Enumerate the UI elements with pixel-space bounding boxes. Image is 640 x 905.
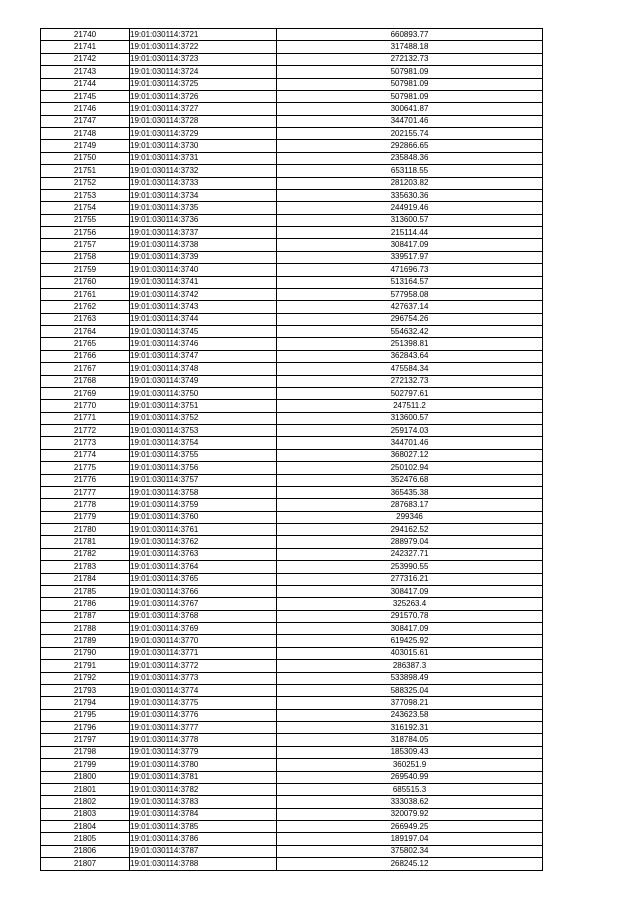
cadastral-number-cell: 19:01:030114:3764 [130,561,277,573]
row-number-cell: 21754 [41,202,130,214]
value-cell: 235848.36 [277,152,543,164]
table-row [41,29,543,41]
cadastral-number-cell: 19:01:030114:3773 [130,672,277,684]
table-row [41,313,543,325]
value-cell: 325263.4 [277,598,543,610]
row-number-cell: 21804 [41,821,130,833]
row-number-cell: 21752 [41,177,130,189]
row-number-cell: 21798 [41,746,130,758]
value-cell: 403015.61 [277,647,543,659]
row-number-cell: 21776 [41,474,130,486]
cadastral-number-cell: 19:01:030114:3729 [130,128,277,140]
cadastral-number-cell: 19:01:030114:3746 [130,338,277,350]
row-number-cell: 21746 [41,103,130,115]
table-row [41,808,543,820]
value-cell: 318784.05 [277,734,543,746]
value-cell: 377098.21 [277,697,543,709]
value-cell: 308417.09 [277,623,543,635]
cadastral-number-cell: 19:01:030114:3750 [130,387,277,399]
value-cell: 292866.65 [277,140,543,152]
row-number-cell: 21797 [41,734,130,746]
table-row [41,66,543,78]
cadastral-number-cell: 19:01:030114:3728 [130,115,277,127]
cadastral-number-cell: 19:01:030114:3748 [130,363,277,375]
cadastral-number-cell: 19:01:030114:3784 [130,808,277,820]
table-row [41,771,543,783]
table-row [41,858,543,870]
value-cell: 352476.68 [277,474,543,486]
cadastral-number-cell: 19:01:030114:3782 [130,783,277,795]
cadastral-number-cell: 19:01:030114:3781 [130,771,277,783]
value-cell: 533898.49 [277,672,543,684]
cadastral-number-cell: 19:01:030114:3757 [130,474,277,486]
value-cell: 344701.46 [277,437,543,449]
value-cell: 365435.38 [277,486,543,498]
cadastral-number-cell: 19:01:030114:3758 [130,486,277,498]
table-row [41,103,543,115]
cadastral-number-cell: 19:01:030114:3747 [130,350,277,362]
row-number-cell: 21760 [41,276,130,288]
cadastral-number-cell: 19:01:030114:3760 [130,511,277,523]
row-number-cell: 21790 [41,647,130,659]
table-row [41,635,543,647]
row-number-cell: 21805 [41,833,130,845]
table-row [41,783,543,795]
value-cell: 308417.09 [277,239,543,251]
value-cell: 291570.78 [277,610,543,622]
row-number-cell: 21740 [41,29,130,41]
table-row [41,53,543,65]
cadastral-number-cell: 19:01:030114:3788 [130,858,277,870]
value-cell: 360251.9 [277,759,543,771]
table-row [41,598,543,610]
table-row [41,227,543,239]
row-number-cell: 21778 [41,499,130,511]
row-number-cell: 21750 [41,152,130,164]
row-number-cell: 21785 [41,585,130,597]
value-cell: 317488.18 [277,41,543,53]
cadastral-number-cell: 19:01:030114:3776 [130,709,277,721]
value-cell: 189197.04 [277,833,543,845]
cadastral-number-cell: 19:01:030114:3754 [130,437,277,449]
cadastral-number-cell: 19:01:030114:3727 [130,103,277,115]
table-row [41,437,543,449]
table-row [41,264,543,276]
value-cell: 660893.77 [277,29,543,41]
row-number-cell: 21761 [41,288,130,300]
row-number-cell: 21763 [41,313,130,325]
value-cell: 253990.55 [277,561,543,573]
cadastral-number-cell: 19:01:030114:3767 [130,598,277,610]
table-row [41,499,543,511]
cadastral-number-cell: 19:01:030114:3759 [130,499,277,511]
row-number-cell: 21786 [41,598,130,610]
value-cell: 316192.31 [277,722,543,734]
table-row [41,214,543,226]
table-row [41,41,543,53]
table-row [41,326,543,338]
row-number-cell: 21784 [41,573,130,585]
table-row [41,647,543,659]
row-number-cell: 21789 [41,635,130,647]
value-cell: 250102.94 [277,462,543,474]
table-row [41,90,543,102]
table-row [41,524,543,536]
value-cell: 259174.03 [277,425,543,437]
table-row [41,709,543,721]
cadastral-number-cell: 19:01:030114:3736 [130,214,277,226]
value-cell: 507981.09 [277,66,543,78]
value-cell: 313600.57 [277,412,543,424]
cadastral-number-cell: 19:01:030114:3738 [130,239,277,251]
cadastral-number-cell: 19:01:030114:3742 [130,288,277,300]
table-row [41,573,543,585]
cadastral-number-cell: 19:01:030114:3730 [130,140,277,152]
cadastral-number-cell: 19:01:030114:3735 [130,202,277,214]
row-number-cell: 21765 [41,338,130,350]
table-row [41,610,543,622]
value-cell: 215114.44 [277,227,543,239]
row-number-cell: 21795 [41,709,130,721]
cadastral-number-cell: 19:01:030114:3775 [130,697,277,709]
table-row [41,152,543,164]
value-cell: 619425.92 [277,635,543,647]
row-number-cell: 21770 [41,400,130,412]
row-number-cell: 21791 [41,660,130,672]
row-number-cell: 21794 [41,697,130,709]
row-number-cell: 21783 [41,561,130,573]
table-row [41,697,543,709]
row-number-cell: 21768 [41,375,130,387]
table-row [41,165,543,177]
value-cell: 362843.64 [277,350,543,362]
row-number-cell: 21773 [41,437,130,449]
row-number-cell: 21803 [41,808,130,820]
value-cell: 288979.04 [277,536,543,548]
table-row [41,734,543,746]
value-cell: 272132.73 [277,53,543,65]
value-cell: 272132.73 [277,375,543,387]
table-row [41,462,543,474]
row-number-cell: 21741 [41,41,130,53]
cadastral-number-cell: 19:01:030114:3774 [130,684,277,696]
cadastral-number-cell: 19:01:030114:3778 [130,734,277,746]
cadastral-number-cell: 19:01:030114:3772 [130,660,277,672]
value-cell: 243623.58 [277,709,543,721]
row-number-cell: 21766 [41,350,130,362]
row-number-cell: 21774 [41,449,130,461]
cadastral-number-cell: 19:01:030114:3752 [130,412,277,424]
cadastral-number-cell: 19:01:030114:3766 [130,585,277,597]
row-number-cell: 21751 [41,165,130,177]
row-number-cell: 21762 [41,301,130,313]
table-row [41,412,543,424]
cadastral-number-cell: 19:01:030114:3733 [130,177,277,189]
cadastral-number-cell: 19:01:030114:3761 [130,524,277,536]
value-cell: 277316.21 [277,573,543,585]
table-row [41,115,543,127]
table-row [41,486,543,498]
cadastral-number-cell: 19:01:030114:3741 [130,276,277,288]
table-row [41,536,543,548]
row-number-cell: 21807 [41,858,130,870]
row-number-cell: 21792 [41,672,130,684]
value-cell: 320079.92 [277,808,543,820]
table-row [41,387,543,399]
value-cell: 335630.36 [277,189,543,201]
cadastral-number-cell: 19:01:030114:3740 [130,264,277,276]
value-cell: 471696.73 [277,264,543,276]
row-number-cell: 21743 [41,66,130,78]
row-number-cell: 21780 [41,524,130,536]
cadastral-number-cell: 19:01:030114:3780 [130,759,277,771]
cadastral-number-cell: 19:01:030114:3732 [130,165,277,177]
value-cell: 375802.34 [277,845,543,857]
row-number-cell: 21745 [41,90,130,102]
value-cell: 577958.08 [277,288,543,300]
table-row [41,722,543,734]
cadastral-number-cell: 19:01:030114:3726 [130,90,277,102]
parcel-table [40,28,543,871]
row-number-cell: 21793 [41,684,130,696]
table-row [41,474,543,486]
table-row [41,400,543,412]
value-cell: 368027.12 [277,449,543,461]
value-cell: 554632.42 [277,326,543,338]
value-cell: 286387.3 [277,660,543,672]
row-number-cell: 21779 [41,511,130,523]
table-row [41,301,543,313]
value-cell: 294162.52 [277,524,543,536]
row-number-cell: 21757 [41,239,130,251]
row-number-cell: 21802 [41,796,130,808]
cadastral-number-cell: 19:01:030114:3724 [130,66,277,78]
cadastral-number-cell: 19:01:030114:3737 [130,227,277,239]
value-cell: 308417.09 [277,585,543,597]
table-row [41,140,543,152]
cadastral-number-cell: 19:01:030114:3722 [130,41,277,53]
cadastral-number-cell: 19:01:030114:3723 [130,53,277,65]
table-row [41,672,543,684]
value-cell: 653118.55 [277,165,543,177]
table-row [41,585,543,597]
table-row [41,189,543,201]
table-row [41,375,543,387]
row-number-cell: 21748 [41,128,130,140]
table-row [41,845,543,857]
value-cell: 339517.97 [277,251,543,263]
row-number-cell: 21769 [41,387,130,399]
table-row [41,239,543,251]
cadastral-number-cell: 19:01:030114:3721 [130,29,277,41]
cadastral-number-cell: 19:01:030114:3783 [130,796,277,808]
value-cell: 268245.12 [277,858,543,870]
table-row [41,511,543,523]
row-number-cell: 21777 [41,486,130,498]
table-row [41,759,543,771]
row-number-cell: 21771 [41,412,130,424]
value-cell: 588325.04 [277,684,543,696]
table-row [41,561,543,573]
cadastral-number-cell: 19:01:030114:3734 [130,189,277,201]
cadastral-number-cell: 19:01:030114:3751 [130,400,277,412]
value-cell: 427637.14 [277,301,543,313]
row-number-cell: 21782 [41,548,130,560]
value-cell: 475584.34 [277,363,543,375]
cadastral-number-cell: 19:01:030114:3785 [130,821,277,833]
value-cell: 300641.87 [277,103,543,115]
table-row [41,338,543,350]
cadastral-number-cell: 19:01:030114:3770 [130,635,277,647]
table-row [41,833,543,845]
cadastral-number-cell: 19:01:030114:3777 [130,722,277,734]
table-row [41,276,543,288]
row-number-cell: 21796 [41,722,130,734]
value-cell: 266949.25 [277,821,543,833]
cadastral-number-cell: 19:01:030114:3739 [130,251,277,263]
cadastral-number-cell: 19:01:030114:3725 [130,78,277,90]
parcel-table-body [41,29,543,871]
value-cell: 502797.61 [277,387,543,399]
table-row [41,177,543,189]
table-row [41,251,543,263]
value-cell: 185309.43 [277,746,543,758]
value-cell: 287683.17 [277,499,543,511]
table-row [41,796,543,808]
value-cell: 685515.3 [277,783,543,795]
cadastral-number-cell: 19:01:030114:3779 [130,746,277,758]
value-cell: 247511.2 [277,400,543,412]
row-number-cell: 21756 [41,227,130,239]
row-number-cell: 21788 [41,623,130,635]
table-row [41,350,543,362]
value-cell: 244919.46 [277,202,543,214]
table-row [41,623,543,635]
value-cell: 299346 [277,511,543,523]
value-cell: 313600.57 [277,214,543,226]
value-cell: 344701.46 [277,115,543,127]
value-cell: 507981.09 [277,90,543,102]
row-number-cell: 21749 [41,140,130,152]
cadastral-number-cell: 19:01:030114:3763 [130,548,277,560]
table-row [41,202,543,214]
cadastral-number-cell: 19:01:030114:3744 [130,313,277,325]
cadastral-number-cell: 19:01:030114:3743 [130,301,277,313]
row-number-cell: 21755 [41,214,130,226]
cadastral-number-cell: 19:01:030114:3756 [130,462,277,474]
row-number-cell: 21781 [41,536,130,548]
table-row [41,425,543,437]
cadastral-number-cell: 19:01:030114:3755 [130,449,277,461]
row-number-cell: 21742 [41,53,130,65]
cadastral-number-cell: 19:01:030114:3753 [130,425,277,437]
row-number-cell: 21799 [41,759,130,771]
table-row [41,660,543,672]
row-number-cell: 21744 [41,78,130,90]
table-row [41,548,543,560]
row-number-cell: 21747 [41,115,130,127]
row-number-cell: 21758 [41,251,130,263]
value-cell: 202155.74 [277,128,543,140]
row-number-cell: 21759 [41,264,130,276]
cadastral-number-cell: 19:01:030114:3768 [130,610,277,622]
value-cell: 507981.09 [277,78,543,90]
table-row [41,746,543,758]
row-number-cell: 21806 [41,845,130,857]
row-number-cell: 21753 [41,189,130,201]
value-cell: 513164.57 [277,276,543,288]
row-number-cell: 21787 [41,610,130,622]
row-number-cell: 21764 [41,326,130,338]
cadastral-number-cell: 19:01:030114:3769 [130,623,277,635]
cadastral-number-cell: 19:01:030114:3762 [130,536,277,548]
table-row [41,288,543,300]
value-cell: 251398.81 [277,338,543,350]
value-cell: 242327.71 [277,548,543,560]
table-row [41,449,543,461]
cadastral-number-cell: 19:01:030114:3786 [130,833,277,845]
table-row [41,821,543,833]
cadastral-number-cell: 19:01:030114:3749 [130,375,277,387]
row-number-cell: 21767 [41,363,130,375]
table-row [41,363,543,375]
table-row [41,78,543,90]
row-number-cell: 21772 [41,425,130,437]
row-number-cell: 21800 [41,771,130,783]
table-row [41,684,543,696]
cadastral-number-cell: 19:01:030114:3731 [130,152,277,164]
cadastral-number-cell: 19:01:030114:3765 [130,573,277,585]
value-cell: 333038.62 [277,796,543,808]
value-cell: 269540.99 [277,771,543,783]
cadastral-number-cell: 19:01:030114:3745 [130,326,277,338]
cadastral-number-cell: 19:01:030114:3771 [130,647,277,659]
table-row [41,128,543,140]
value-cell: 296754.26 [277,313,543,325]
cadastral-number-cell: 19:01:030114:3787 [130,845,277,857]
row-number-cell: 21801 [41,783,130,795]
row-number-cell: 21775 [41,462,130,474]
value-cell: 281203.82 [277,177,543,189]
